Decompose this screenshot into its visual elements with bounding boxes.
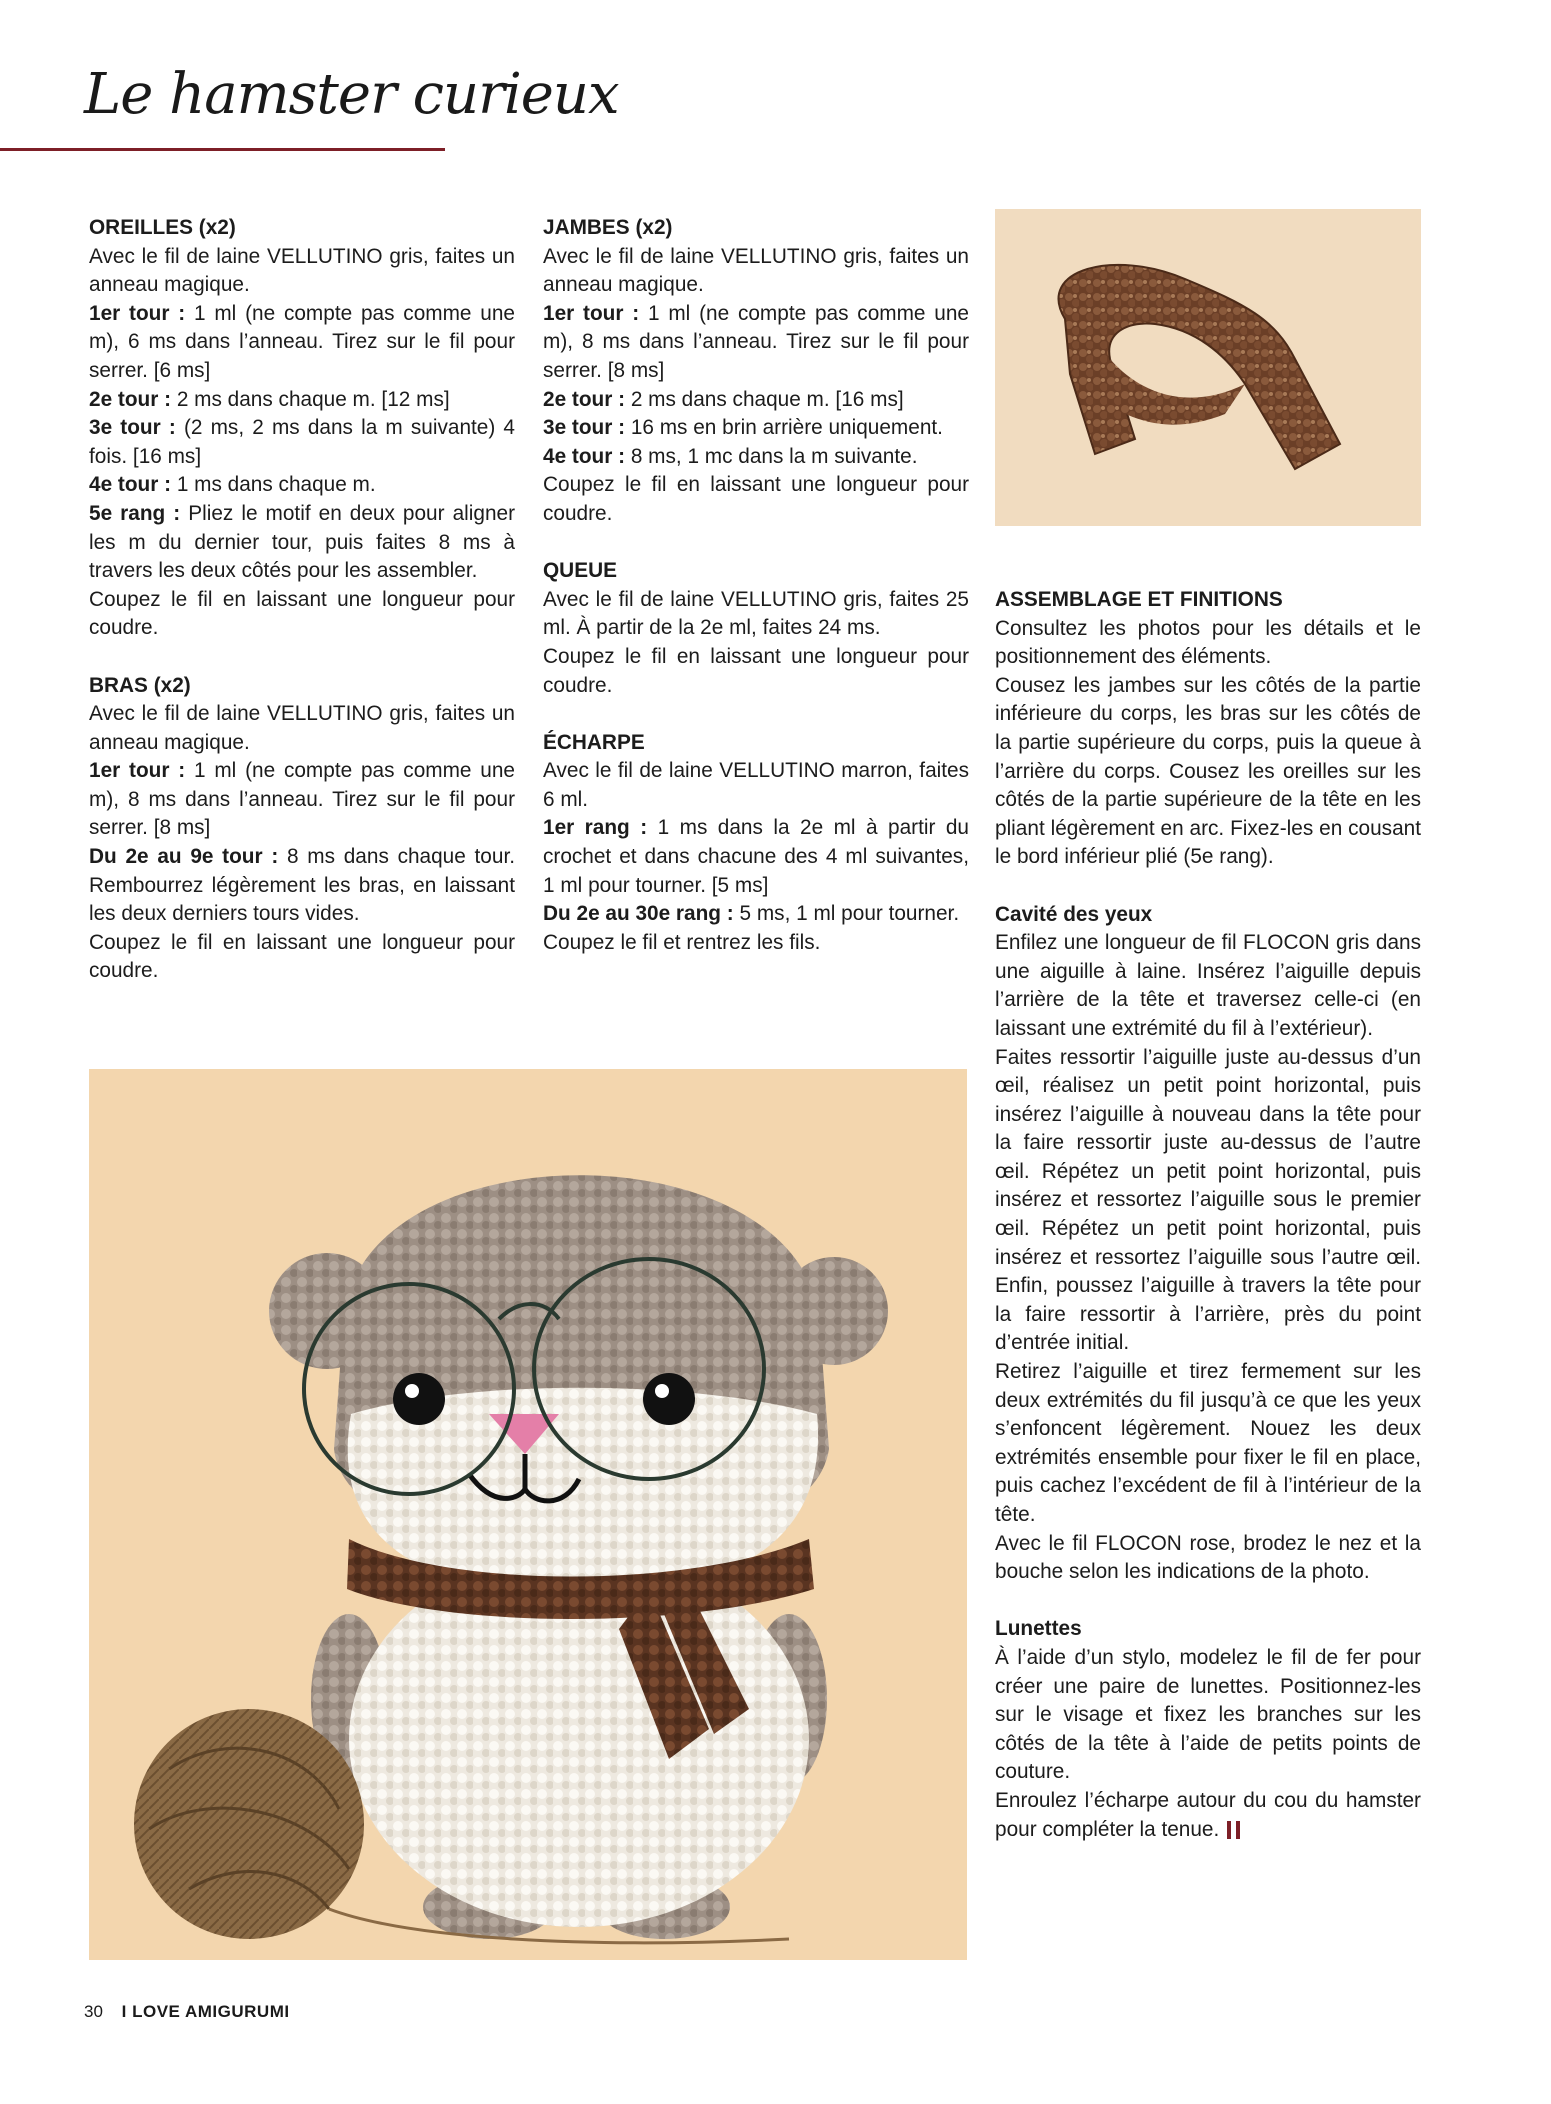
- magazine-name: I LOVE AMIGURUMI: [121, 2002, 290, 2021]
- step-text: Consultez les photos pour les détails et le positionnement des éléments.: [995, 616, 1421, 669]
- step-text: 1 ml (ne compte pas comme une m), 8 ms dans l’anneau. Tirez sur le fil pour serrer. [8 ms]: [89, 759, 515, 840]
- instruction-line: [543, 414, 969, 443]
- instruction-line: [995, 1358, 1421, 1530]
- section-heading: ASSEMBLAGE ET FINITIONS: [995, 588, 1283, 611]
- step-label: 2e tour :: [543, 387, 626, 411]
- step-label: Du 2e au 9e tour :: [89, 845, 279, 869]
- step-text: Faites ressortir l’aiguille juste au-dessus d’un œil, réalisez un petit point horizontal, puis insérez l’aiguille à nouveau dans la tête pour la faire ressortir juste au-dessus de l’autre œil. Répétez un petit point horizontal, puis insérez et ressortez l’aiguille sous le premier œil. Répétez un petit point horizontal, puis insérez et ressortez l’aiguille sous l’autre œil. Enfin, poussez l’aiguille à travers la tête pour la faire ressortir à l’arrière, près du point d’entrée initial.: [995, 1045, 1421, 1355]
- section-heading: QUEUE: [543, 559, 617, 583]
- page-title: Le hamster curieux: [84, 62, 619, 127]
- section-middle-1: [543, 557, 969, 700]
- step-text: Pliez le motif en deux pour aligner les m du dernier tour, puis faites 8 ms à travers les deux côtés pour les assembler.: [89, 501, 515, 583]
- column-middle: [543, 214, 969, 957]
- page-header: [0, 48, 619, 152]
- instruction-line: [543, 814, 969, 900]
- section-heading: BRAS (x2): [89, 673, 191, 697]
- section-right-0: [995, 586, 1421, 872]
- section-middle-2: [543, 729, 969, 958]
- step-text: Avec le fil de laine VELLUTINO gris, faites un anneau magique.: [89, 702, 515, 754]
- end-of-article-mark: [1227, 1821, 1240, 1839]
- instruction-line: [543, 900, 969, 929]
- instruction-line: [89, 300, 515, 386]
- step-text: Avec le fil de laine VELLUTINO gris, faites un anneau magique.: [89, 244, 515, 297]
- instruction-line: [89, 243, 515, 300]
- step-text: 1 ms dans la 2e ml à partir du crochet et dans chacune des 4 ml suivantes, 1 ml pour tourner. [5 ms]: [543, 816, 969, 897]
- instruction-line: [89, 386, 515, 415]
- step-text: Coupez le fil en laissant une longueur pour coudre.: [89, 587, 515, 640]
- step-label: 1er tour :: [89, 759, 186, 783]
- section-middle-0: [543, 214, 969, 529]
- step-label: 5e rang :: [89, 501, 181, 525]
- instruction-line: [543, 586, 969, 643]
- step-label: 1er tour :: [89, 301, 186, 325]
- step-label: 4e tour :: [89, 473, 172, 497]
- instruction-line: [543, 643, 969, 700]
- step-text: 2 ms dans chaque m. [16 ms]: [625, 387, 904, 411]
- section-heading: OREILLES (x2): [89, 216, 236, 239]
- instruction-line: [89, 586, 515, 643]
- step-text: Retirez l’aiguille et tirez fermement sur les deux extrémités du fil jusqu’à ce que les yeux s’enfoncent légèrement. Nouez les deux extrémités ensemble pour fixer le fil en place, puis cachez l’excédent de fil à l’intérieur de la tête.: [995, 1360, 1421, 1526]
- instruction-line: [543, 243, 969, 300]
- step-text: 8 ms dans chaque tour. Rembourrez légèrement les bras, en laissant les deux derniers tours vides.: [89, 845, 515, 926]
- step-text: (2 ms, 2 ms dans la m suivante) 4 fois. [16 ms]: [89, 416, 516, 468]
- instruction-line: [543, 300, 969, 386]
- step-text: 1 ms dans chaque m.: [171, 473, 376, 497]
- instruction-line: [995, 1530, 1421, 1587]
- hamster-photo: [89, 1069, 967, 1960]
- instruction-line: [995, 615, 1421, 672]
- step-label: Du 2e au 30e rang :: [543, 902, 734, 926]
- section-right-1: [995, 901, 1421, 1587]
- step-text: 2 ms dans chaque m. [12 ms]: [171, 387, 450, 411]
- step-label: 3e tour :: [543, 416, 626, 440]
- step-label: 2e tour :: [89, 387, 172, 411]
- step-text: Coupez le fil en laissant une longueur pour coudre.: [543, 644, 969, 697]
- step-text: Enfilez une longueur de fil FLOCON gris dans une aiguille à laine. Insérez l’aiguille depuis l’arrière de la tête et traversez celle-ci (en laissant une extrémité du fil à l’extérieur).: [995, 931, 1421, 1040]
- step-text: 8 ms, 1 mc dans la m suivante.: [625, 444, 918, 468]
- instruction-line: [543, 757, 969, 814]
- step-text: Avec le fil de laine VELLUTINO gris, faites un anneau magique.: [543, 244, 969, 297]
- instruction-line: [89, 700, 515, 757]
- step-text: Coupez le fil en laissant une longueur pour coudre.: [89, 930, 515, 983]
- step-text: À l’aide d’un stylo, modelez le fil de fer pour créer une paire de lunettes. Positionnez-les sur le visage et fixez les branches sur les côtés de la tête à l’aide de petits points de couture.: [995, 1645, 1421, 1784]
- column-left: [89, 214, 515, 986]
- step-text: Avec le fil de laine VELLUTINO gris, faites 25 ml. À partir de la 2e ml, faites 24 ms.: [543, 587, 969, 640]
- instruction-line: [543, 443, 969, 472]
- instruction-line: [89, 929, 515, 986]
- step-text: 5 ms, 1 ml pour tourner.: [733, 902, 960, 926]
- step-text: Enroulez l’écharpe autour du cou du hamster pour compléter la tenue.: [995, 1788, 1421, 1841]
- step-text: Coupez le fil et rentrez les fils.: [543, 930, 821, 954]
- step-label: 3e tour :: [89, 416, 176, 440]
- section-heading: JAMBES (x2): [543, 216, 673, 239]
- scarf-photo: [995, 209, 1421, 526]
- instruction-line: [995, 1787, 1421, 1844]
- step-text: Avec le fil FLOCON rose, brodez le nez et la bouche selon les indications de la photo.: [995, 1531, 1421, 1584]
- page-number: 30: [84, 2002, 103, 2021]
- instruction-line: [89, 843, 515, 929]
- instruction-line: [89, 500, 515, 586]
- instruction-line: [89, 471, 515, 500]
- instruction-line: [543, 929, 969, 958]
- section-heading: ÉCHARPE: [543, 730, 645, 754]
- instruction-line: [995, 1644, 1421, 1787]
- instruction-line: [995, 1044, 1421, 1359]
- instruction-line: [89, 757, 515, 843]
- section-heading: Cavité des yeux: [995, 902, 1153, 926]
- section-left-1: [89, 672, 515, 987]
- instruction-line: [995, 672, 1421, 872]
- step-text: 1 ml (ne compte pas comme une m), 6 ms dans l’anneau. Tirez sur le fil pour serrer. [6 ms]: [89, 301, 515, 382]
- title-underline: [0, 148, 445, 151]
- page-footer: [84, 2002, 290, 2022]
- section-left-0: [89, 214, 515, 643]
- step-text: 1 ml (ne compte pas comme une m), 8 ms dans l’anneau. Tirez sur le fil pour serrer. [8 ms]: [543, 301, 969, 382]
- section-heading: Lunettes: [995, 1617, 1082, 1641]
- step-label: 4e tour :: [543, 444, 626, 468]
- column-right: [995, 586, 1421, 1844]
- step-text: Cousez les jambes sur les côtés de la partie inférieure du corps, les bras sur les côtés de la partie supérieure du corps, puis la queue à l’arrière du corps. Cousez les oreilles sur les côtés de la partie supérieure de la tête en les pliant légèrement en arc. Fixez-les en cousant le bord inférieur plié (5e rang).: [995, 673, 1421, 869]
- step-text: 16 ms en brin arrière uniquement.: [625, 416, 943, 440]
- step-text: Avec le fil de laine VELLUTINO marron, faites 6 ml.: [543, 759, 969, 811]
- instruction-line: [543, 471, 969, 528]
- section-right-2: [995, 1615, 1421, 1844]
- step-label: 1er tour :: [543, 301, 640, 325]
- instruction-line: [89, 414, 515, 471]
- step-label: 1er rang :: [543, 816, 648, 840]
- instruction-line: [543, 386, 969, 415]
- step-text: Coupez le fil en laissant une longueur pour coudre.: [543, 473, 969, 525]
- instruction-line: [995, 929, 1421, 1043]
